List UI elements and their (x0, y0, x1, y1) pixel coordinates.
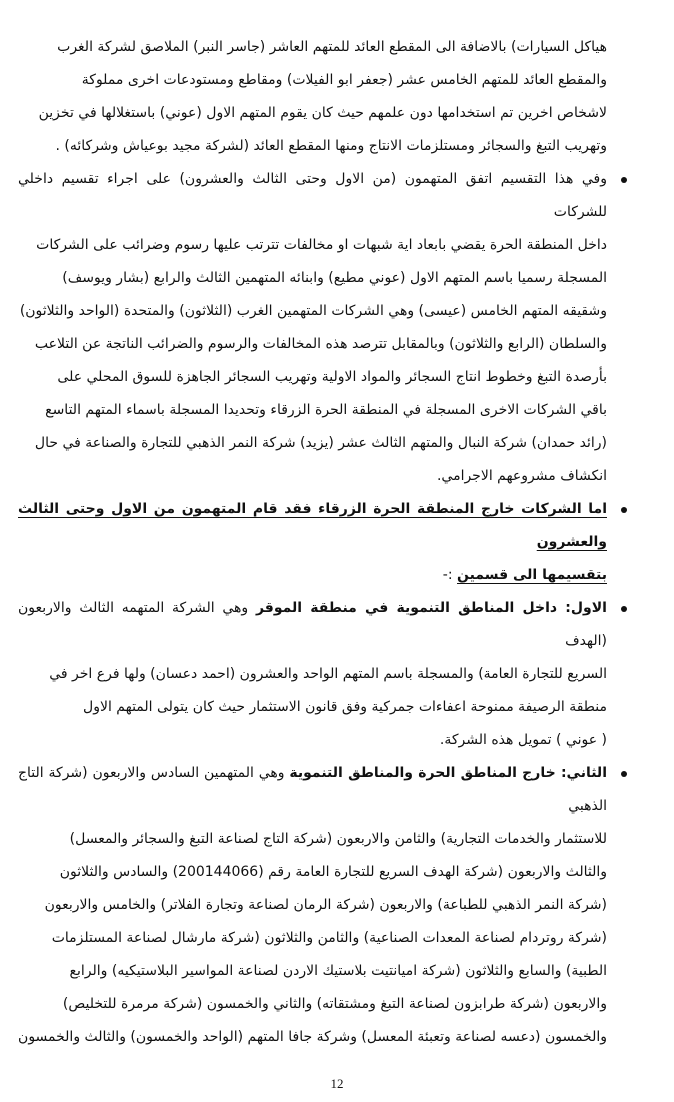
document-body (18, 31, 607, 1054)
text-segment: باقي الشركات الاخرى المسجلة في المنطقة الحرة الزرقاء وتحديدا المسجلة باسماء المتهم التاسع (45, 402, 607, 418)
text-line (18, 889, 607, 922)
text-segment: وتهريب التبغ والسجائر ومستلزمات الانتاج ومنها المقطع العائد (لشركة مجيد بوعياش وشركائه) . (55, 138, 607, 154)
text-segment: والمقطع العائد للمتهم الخامس عشر (جعفر ابو الفيلات) ومقاطع ومستودعات اخرى مملوكة (81, 72, 607, 88)
bullet-icon (621, 507, 627, 513)
text-segment: (شركة روتردام لصناعة المعدات الصناعية) والثامن والثلاثون (شركة مارشال لصناعة المستلزمات (51, 930, 607, 946)
bullet-paragraph (18, 493, 607, 592)
text-line (18, 130, 607, 163)
text-segment: لاشخاص اخرين تم استخدامها دون علمهم حيث كان يقوم المتهم الاول (عوني) باستغلالها في تخزين (38, 105, 607, 121)
text-segment: للاستثمار والخدمات التجارية) والثامن والاربعون (شركة التاج لصناعة التبغ والسجائر والمعسل) (69, 831, 607, 847)
text-line (18, 691, 607, 724)
bullet-icon (621, 606, 627, 612)
text-line (18, 31, 607, 64)
text-line (18, 493, 607, 559)
text-segment: داخل المنطقة الحرة يقضي بابعاد اية شبهات او مخالفات تترتب عليها رسوم وضرائب على الشركات (36, 237, 607, 253)
text-segment: :- (442, 567, 458, 583)
text-line (18, 856, 607, 889)
text-line (18, 64, 607, 97)
bullet-icon (621, 177, 627, 183)
text-segment: وفي هذا التقسيم اتفق المتهمون (من الاول وحتى الثالث والعشرون) على اجراء تقسيم داخلي للشركات (18, 171, 607, 220)
text-segment: والسلطان (الرابع والثلاثون) وبالمقابل تترصد هذه المخالفات والرسوم والضرائب الناتجة عن التلاعب (34, 336, 607, 352)
text-segment: وشقيقه المتهم الخامس (عيسى) وهي الشركات المتهمين الغرب (الثلاثون) والمتحدة (الواحد والثلاثون) (19, 303, 607, 319)
paragraph (18, 31, 607, 163)
text-line (18, 757, 607, 823)
text-line (18, 460, 607, 493)
text-segment: هياكل السيارات) بالاضافة الى المقطع العائد للمتهم العاشر (جاسر النبر) الملاصق لشركة الغرب (57, 39, 607, 55)
bullet-icon (621, 771, 627, 777)
text-line (18, 823, 607, 856)
page-number: 12 (330, 1076, 344, 1091)
text-line (18, 97, 607, 130)
text-line (18, 592, 607, 658)
text-segment: والخمسون (دعسه لصناعة وتعبئة المعسل) وشركة جافا المتهم (الواحد والخمسون) والثالث والخمسون (18, 1029, 607, 1045)
text-line (18, 1021, 607, 1054)
text-segment: منطقة الرصيفة ممنوحة اعفاءات جمركية وفق قانون الاستثمار حيث كان يتولى المتهم الاول (83, 699, 607, 715)
bullet-paragraph (18, 757, 607, 1054)
bold-text: الاول: داخل المناطق التنموية في منطقة الموقر (255, 600, 607, 616)
underlined-heading-text: اما الشركات خارج المنطقة الحرة الزرقاء فقد قام المتهمون من الاول وحتى الثالث والعشرون (18, 501, 607, 550)
text-segment: وهي المتهمين السادس والاربعون (شركة التاج الذهبي (18, 765, 607, 814)
text-line (18, 394, 607, 427)
text-segment: الطبية) والسابع والثلاثون (شركة اميانتيت بلاستيك الاردن لصناعة المواسير البلاستيكيه) والرابع (69, 963, 607, 979)
text-line (18, 229, 607, 262)
underlined-heading-text: بتقسيمها الى قسمين (457, 567, 607, 583)
bullet-paragraph (18, 592, 607, 757)
text-line (18, 163, 607, 229)
text-line (18, 295, 607, 328)
text-line (18, 922, 607, 955)
text-segment: والثالث والاربعون (شركة الهدف السريع للتجارة العامة رقم (200144066) والسادس والثلاثون (59, 864, 607, 880)
text-segment: انكشاف مشروعهم الاجرامي. (436, 468, 607, 484)
text-line (18, 658, 607, 691)
text-line (18, 262, 607, 295)
text-line (18, 724, 607, 757)
text-segment: والاربعون (شركة طرابزون لصناعة التبغ ومشتقاته) والثاني والخمسون (شركة مرمرة للتخليص) (62, 996, 607, 1012)
text-segment: (رائد حمدان) شركة النبال والمتهم الثالث عشر (يزيد) شركة النمر الذهبي للتجارة والصناعة في حال (34, 435, 607, 451)
text-segment: بأرصدة التبغ وخطوط انتاج السجائر والمواد الاولية وتهريب السجائر الجاهزة للسوق المحلي على (57, 369, 607, 385)
text-line (18, 988, 607, 1021)
text-segment: وهي الشركة المتهمه الثالث والاربعون (الهدف (18, 600, 607, 649)
text-segment: (شركة النمر الذهبي للطباعة) والاربعون (شركة الرمان لصناعة وتجارة الفلاتر) والخامس والاربعون (44, 897, 607, 913)
bullet-paragraph (18, 163, 607, 493)
bold-text: الثاني: خارج المناطق الحرة والمناطق التنموية (289, 765, 607, 781)
text-line (18, 427, 607, 460)
text-segment: السريع للتجارة العامة) والمسجلة باسم المتهم الواحد والعشرون (احمد دعسان) ولها فرع اخر في (49, 666, 607, 682)
text-segment: ( عوني ) تمويل هذه الشركة. (439, 732, 607, 748)
text-line (18, 328, 607, 361)
text-line (18, 361, 607, 394)
text-line (18, 955, 607, 988)
text-line (18, 559, 607, 592)
text-segment: المسجلة رسميا باسم المتهم الاول (عوني مطيع) وابنائه المتهمين الثالث والرابع (بشار ويوسف) (62, 270, 607, 286)
